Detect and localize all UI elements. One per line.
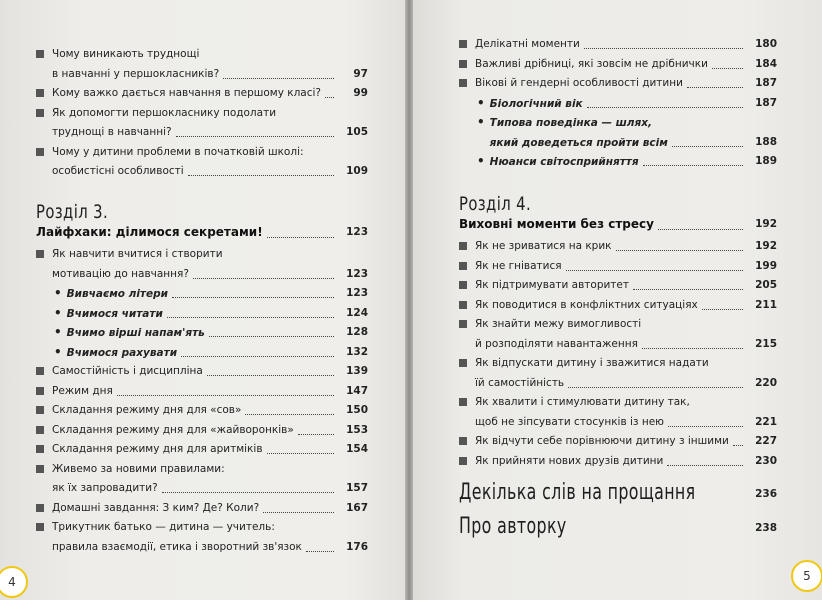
toc-entry-text: й розподіляти навантаження	[475, 337, 638, 350]
section-label: Розділ 4.	[459, 192, 532, 215]
dotted-leader	[223, 78, 334, 79]
page-number: 215	[755, 337, 777, 350]
dotted-leader	[263, 512, 334, 513]
page-number-badge: 5	[791, 560, 822, 592]
dotted-leader	[616, 250, 743, 251]
dotted-leader	[172, 297, 334, 298]
toc-subentry-line	[54, 346, 177, 360]
toc-entry-text: Як не зриватися на крик	[475, 240, 612, 252]
square-bullet-icon	[459, 437, 467, 445]
page-number: 187	[755, 96, 777, 109]
toc-entry-text: Важливі дрібниці, які зовсім не дрібнички	[475, 57, 708, 70]
toc-entry-line	[459, 38, 580, 51]
toc-entry-line	[459, 377, 564, 390]
square-bullet-icon	[36, 465, 44, 473]
toc-entry-line	[36, 146, 304, 159]
page-number: 99	[353, 87, 368, 99]
toc-entry-text: Вчимося рахувати	[66, 346, 178, 359]
dotted-leader	[209, 336, 334, 337]
page-number: 123	[346, 287, 368, 299]
toc-entry-text: Живемо за новими правилами:	[52, 462, 225, 475]
toc-entry-text: який доведеться пройти всім	[489, 136, 668, 149]
dotted-leader	[267, 453, 334, 454]
dotted-leader	[672, 146, 743, 147]
dotted-leader	[568, 387, 743, 388]
bullet-dot-icon: •	[477, 154, 485, 168]
page-number: 123	[346, 225, 368, 238]
dotted-leader	[642, 348, 743, 349]
page-number: 154	[346, 443, 368, 455]
toc-entry-text: мотивацію до навчання?	[52, 267, 189, 280]
section-title: Виховні моменти без стресу	[459, 216, 654, 231]
toc-entry-line	[36, 541, 302, 554]
page-number-badge: 4	[0, 566, 28, 598]
toc-subentry-line	[477, 136, 668, 150]
dotted-leader	[702, 309, 743, 310]
toc-subentry-line	[54, 287, 168, 301]
toc-entry-text: Нюанси світосприйняття	[489, 156, 639, 168]
bullet-dot-icon: •	[54, 305, 62, 320]
page-number: 147	[346, 384, 368, 397]
square-bullet-icon	[36, 148, 44, 156]
toc-entry-text: Делікатні моменти	[475, 38, 580, 50]
toc-subentry-line	[477, 97, 583, 111]
right-page	[413, 0, 822, 600]
toc-entry-text: Як підтримувати авторитет	[475, 279, 630, 291]
toc-entry-text: Складання режиму дня для «сов»	[52, 404, 242, 416]
toc-entry-line	[459, 435, 729, 448]
left-page	[0, 0, 405, 600]
page-number: 188	[755, 135, 777, 148]
toc-entry-text: труднощі в навчанні?	[52, 126, 172, 138]
toc-entry-text: Як навчити вчитися і створити	[52, 248, 223, 260]
square-bullet-icon	[36, 406, 44, 414]
toc-entry-line	[36, 521, 275, 534]
farewell-heading: Декілька слів на прощання	[459, 480, 696, 505]
dotted-leader	[306, 551, 334, 552]
toc-subentry-line	[477, 155, 639, 169]
toc-entry-text: в навчанні у першокласників?	[52, 67, 220, 80]
toc-entry-text: Кому важко дається навчання в першому класі?	[52, 87, 322, 99]
dotted-leader	[733, 445, 743, 446]
square-bullet-icon	[36, 367, 44, 375]
toc-entry-line	[36, 424, 294, 437]
toc-entry-text: Як відпускати дитину і зважитися надати	[475, 357, 709, 369]
toc-entry-text: Вікові й гендерні особливості дитини	[475, 77, 683, 89]
bullet-dot-icon: •	[477, 95, 485, 110]
toc-entry-text: Складання режиму дня для «жайворонків»	[52, 423, 294, 436]
toc-subentry-line	[54, 326, 205, 340]
toc-entry-text: Чому у дитини проблеми в початковій школі:	[52, 145, 304, 158]
toc-entry-line	[459, 240, 612, 253]
dotted-leader	[117, 395, 334, 396]
toc-entry-line	[36, 48, 199, 61]
toc-entry-line	[459, 260, 562, 273]
toc-entry-line	[36, 68, 219, 81]
page-number: 109	[346, 165, 368, 177]
page-number: 97	[353, 67, 368, 80]
dotted-leader	[245, 414, 334, 415]
section-title: Лайфхаки: ділимося секретами!	[36, 224, 263, 239]
toc-entry-text: Самостійність і дисципліна	[52, 365, 203, 377]
page-number: 184	[755, 57, 777, 70]
square-bullet-icon	[459, 359, 467, 367]
page-number: 167	[346, 501, 368, 514]
page-number: 221	[755, 415, 777, 428]
square-bullet-icon	[459, 79, 467, 87]
toc-entry-line	[36, 463, 225, 476]
toc-entry-text: як їх запровадити?	[52, 482, 158, 494]
square-bullet-icon	[36, 109, 44, 117]
bullet-dot-icon: •	[54, 286, 62, 300]
dotted-leader	[587, 107, 743, 108]
dotted-leader	[193, 278, 334, 279]
toc-entry-text: Вивчаємо літери	[66, 288, 169, 300]
toc-entry-text: Чому виникають труднощі	[52, 48, 200, 60]
toc-entry-line	[459, 416, 664, 429]
toc-entry-text: Складання режиму дня для аритміків	[52, 443, 263, 455]
dotted-leader	[176, 136, 334, 137]
page-number: 227	[755, 435, 777, 447]
toc-entry-text: Як прийняти нових друзів дитини	[475, 454, 664, 467]
square-bullet-icon	[459, 60, 467, 68]
page-number: 236	[755, 488, 777, 500]
dotted-leader	[188, 175, 334, 176]
toc-entry-text: Як знайти межу вимогливості	[475, 318, 642, 330]
page-number: 192	[755, 217, 777, 230]
page-number: 150	[346, 404, 368, 416]
section-leader	[267, 237, 334, 238]
square-bullet-icon	[36, 50, 44, 58]
toc-entry-text: Типова поведінка — шлях,	[489, 117, 652, 129]
dotted-leader	[181, 356, 334, 357]
toc-entry-line	[36, 482, 158, 495]
square-bullet-icon	[36, 89, 44, 97]
square-bullet-icon	[459, 40, 467, 48]
toc-entry-line	[36, 87, 321, 100]
toc-entry-text: Вчимося читати	[66, 307, 163, 320]
page-number: 199	[755, 259, 777, 272]
toc-entry-line	[459, 338, 638, 351]
square-bullet-icon	[36, 523, 44, 531]
toc-entry-text: правила взаємодії, етика і зворотний зв'язок	[52, 540, 302, 553]
page-number: 153	[346, 423, 368, 436]
toc-entry-text: Домашні завдання: З ким? Де? Коли?	[52, 501, 260, 514]
page-number: 238	[755, 522, 777, 534]
page-number: 187	[755, 77, 777, 89]
toc-entry-text: Як допомогти першокласнику подолати	[52, 106, 277, 119]
page-number: 180	[755, 38, 777, 50]
toc-entry-line	[36, 365, 203, 378]
dotted-leader	[687, 87, 743, 88]
toc-entry-text: Режим дня	[52, 384, 113, 397]
square-bullet-icon	[459, 457, 467, 465]
toc-entry-line	[36, 502, 259, 515]
page-number: 105	[346, 126, 368, 138]
square-bullet-icon	[36, 387, 44, 395]
author-heading: Про авторку	[459, 514, 567, 539]
square-bullet-icon	[459, 262, 467, 270]
toc-entry-text: їй самостійність	[475, 376, 565, 389]
square-bullet-icon	[36, 426, 44, 434]
dotted-leader	[643, 165, 743, 166]
toc-entry-line	[459, 77, 683, 90]
square-bullet-icon	[459, 301, 467, 309]
toc-subentry-line	[54, 307, 163, 321]
toc-entry-line	[36, 107, 276, 120]
page-number: 205	[755, 279, 777, 291]
toc-entry-line	[36, 385, 113, 398]
dotted-leader	[633, 289, 743, 290]
square-bullet-icon	[36, 250, 44, 258]
dotted-leader	[162, 492, 334, 493]
bullet-dot-icon: •	[54, 325, 62, 339]
toc-entry-line	[459, 279, 629, 292]
square-bullet-icon	[36, 445, 44, 453]
toc-entry-text: Як відчути себе порівнюючи дитину з іншими	[475, 435, 729, 447]
toc-entry-line	[459, 299, 698, 312]
page-number: 189	[755, 155, 777, 167]
toc-entry-text: щоб не зіпсувати стосунків із нею	[475, 415, 664, 428]
toc-entry-line	[459, 58, 708, 71]
square-bullet-icon	[459, 281, 467, 289]
dotted-leader	[298, 434, 334, 435]
page-number: 132	[346, 345, 368, 358]
bullet-dot-icon: •	[477, 115, 485, 129]
dotted-leader	[207, 375, 334, 376]
toc-subentry-line	[477, 116, 652, 130]
toc-entry-line	[36, 443, 263, 456]
page-number: 211	[755, 298, 777, 311]
page-number: 157	[346, 482, 368, 494]
toc-entry-text: Як не гніватися	[475, 259, 562, 272]
dotted-leader	[668, 426, 743, 427]
dotted-leader	[325, 97, 334, 98]
dotted-leader	[584, 48, 743, 49]
toc-entry-text: Трикутник батько — дитина — учитель:	[52, 521, 275, 533]
page-number: 124	[346, 306, 368, 319]
toc-entry-line	[36, 404, 241, 417]
toc-entry-line	[459, 357, 709, 370]
toc-entry-text: Біологічний вік	[489, 97, 583, 110]
dotted-leader	[167, 317, 334, 318]
bullet-dot-icon: •	[54, 344, 62, 359]
page-number: 123	[346, 267, 368, 280]
dotted-leader	[667, 465, 743, 466]
square-bullet-icon	[459, 320, 467, 328]
toc-entry-text: Як хвалити і стимулювати дитину так,	[475, 396, 690, 408]
page-number: 139	[346, 365, 368, 377]
page-number: 192	[755, 240, 777, 252]
toc-entry-text: особистісні особливості	[52, 165, 184, 177]
toc-entry-text: Як поводитися в конфліктних ситуаціях	[475, 298, 698, 311]
toc-entry-text: Вчимо вірші напам'ять	[66, 327, 205, 339]
square-bullet-icon	[459, 242, 467, 250]
square-bullet-icon	[36, 504, 44, 512]
toc-entry-line	[459, 455, 663, 468]
book-gutter	[405, 0, 413, 600]
toc-entry-line	[36, 165, 184, 178]
square-bullet-icon	[459, 398, 467, 406]
page-number: 230	[755, 454, 777, 467]
dotted-leader	[566, 270, 743, 271]
dotted-leader	[712, 68, 743, 69]
section-label: Розділ 3.	[36, 200, 109, 223]
page-number: 220	[755, 376, 777, 389]
section-leader	[658, 229, 743, 230]
toc-entry-line	[36, 126, 172, 139]
toc-entry-line	[36, 268, 189, 281]
page-number: 128	[346, 326, 368, 338]
toc-entry-line	[459, 396, 690, 409]
page-number: 176	[346, 540, 368, 553]
toc-entry-line	[36, 248, 223, 261]
toc-entry-line	[459, 318, 641, 331]
